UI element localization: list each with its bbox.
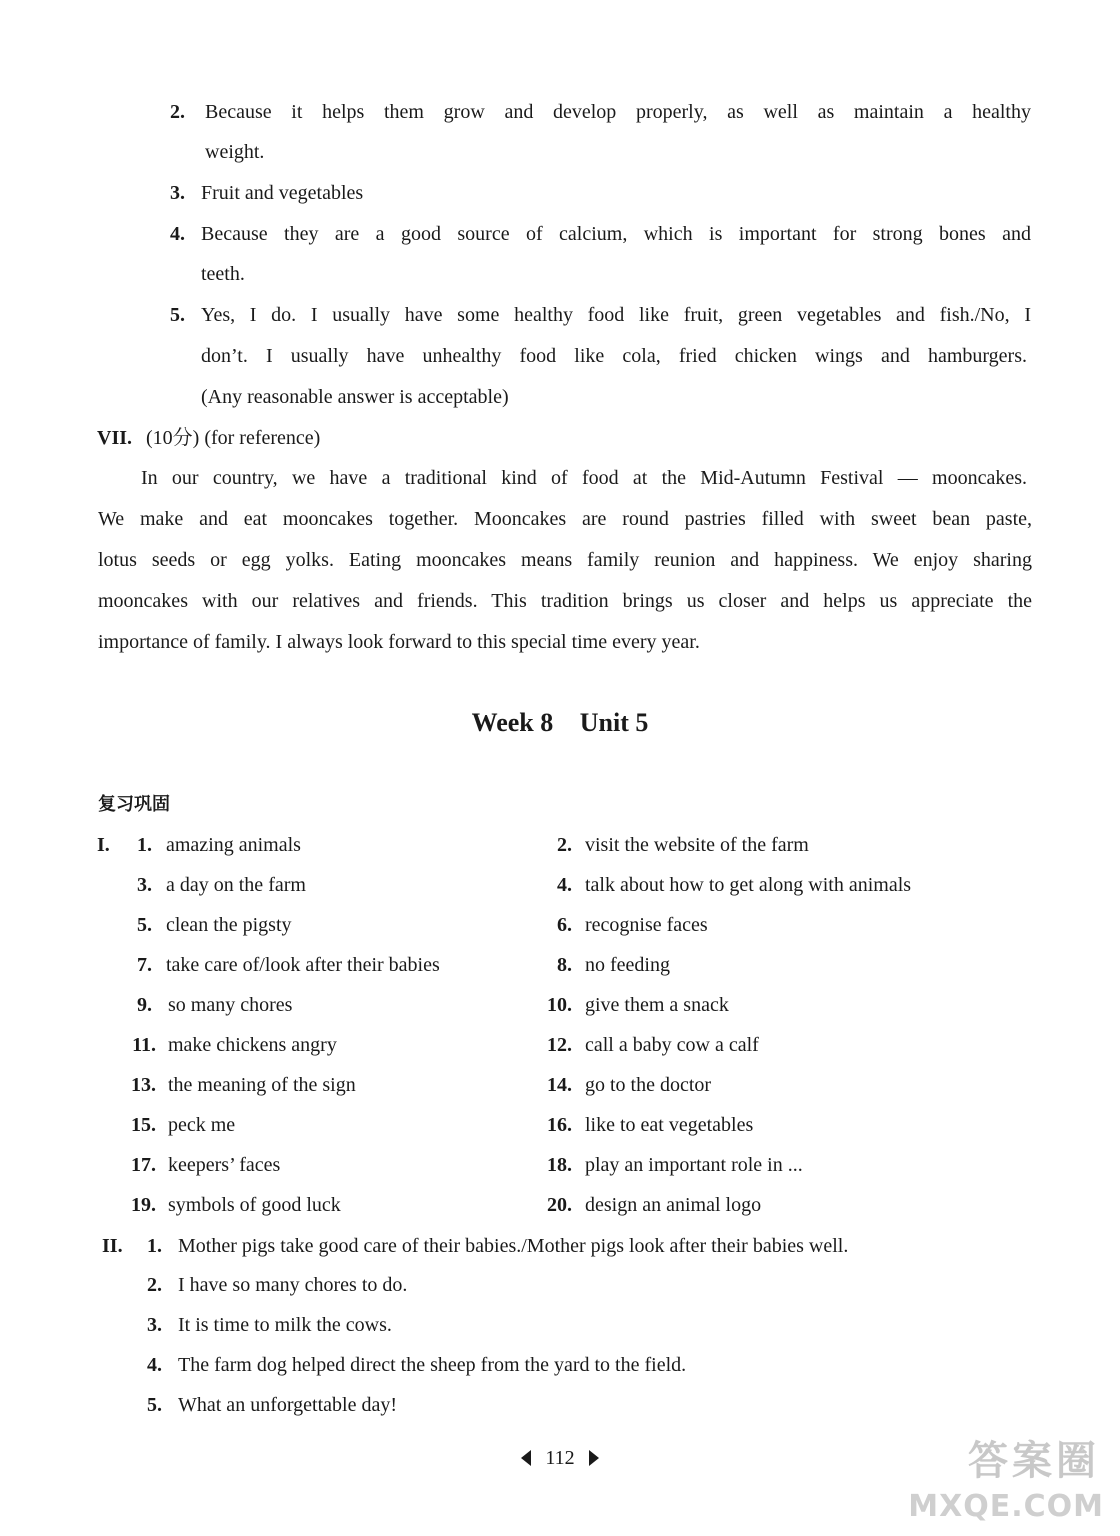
item-text: give them a snack <box>585 994 729 1016</box>
item-text: The farm dog helped direct the sheep from the yard to the field. <box>178 1354 687 1376</box>
item-text: a day on the farm <box>166 874 306 896</box>
item-text: like to eat vegetables <box>585 1114 754 1136</box>
item-number: 13. <box>131 1074 156 1096</box>
item-number: 6. <box>557 914 572 936</box>
item-number: 10. <box>547 994 572 1016</box>
answer-number: 2. <box>170 101 185 123</box>
item-number: 2. <box>557 834 572 856</box>
item-text: What an unforgettable day! <box>178 1394 397 1416</box>
watermark-logo <box>908 1438 1114 1530</box>
item-number: 12. <box>547 1034 572 1056</box>
item-text: recognise faces <box>585 914 708 936</box>
answer-number: 5. <box>170 304 185 326</box>
paragraph-line: In our country, we have a traditional kind of food at the Mid-Autumn Festival — mooncakes. <box>141 467 1027 489</box>
section-label: II. <box>102 1235 123 1257</box>
item-number: 18. <box>547 1154 572 1176</box>
paragraph-line: importance of family. I always look forward to this special time every year. <box>98 631 700 653</box>
item-text: I have so many chores to do. <box>178 1274 408 1296</box>
item-number: 8. <box>557 954 572 976</box>
item-text: make chickens angry <box>168 1034 337 1056</box>
item-text: keepers’ faces <box>168 1154 281 1176</box>
paragraph-line: lotus seeds or egg yolks. Eating mooncakes means family reunion and happiness. We enjoy sharing <box>98 549 1032 571</box>
item-number: 5. <box>147 1394 162 1416</box>
item-text: symbols of good luck <box>168 1194 341 1216</box>
item-number: 11. <box>132 1034 156 1056</box>
triangle-right-icon <box>589 1450 599 1466</box>
item-number: 5. <box>137 914 152 936</box>
item-number: 15. <box>131 1114 156 1136</box>
item-number: 16. <box>547 1114 572 1136</box>
item-text: so many chores <box>168 994 293 1016</box>
item-number: 9. <box>137 994 152 1016</box>
item-text: no feeding <box>585 954 670 976</box>
answer-text: teeth. <box>201 263 245 285</box>
item-number: 2. <box>147 1274 162 1296</box>
section-note: (10分) (for reference) <box>146 427 321 449</box>
item-text: take care of/look after their babies <box>166 954 440 976</box>
review-title: 复习巩固 <box>98 794 170 815</box>
item-number: 1. <box>147 1235 162 1257</box>
section-label: I. <box>97 834 110 856</box>
item-number: 1. <box>137 834 152 856</box>
item-text: the meaning of the sign <box>168 1074 356 1096</box>
item-text: peck me <box>168 1114 236 1136</box>
item-number: 20. <box>547 1194 572 1216</box>
answer-number: 4. <box>170 223 185 245</box>
item-number: 7. <box>137 954 152 976</box>
paragraph-line: mooncakes with our relatives and friends. This tradition brings us closer and helps us appreciate the <box>98 590 1032 612</box>
section-label: VII. <box>97 427 133 449</box>
item-number: 3. <box>147 1314 162 1336</box>
answer-text: don’t. I usually have unhealthy food like cola, fried chicken wings and hamburgers. <box>201 345 1027 367</box>
item-number: 17. <box>131 1154 156 1176</box>
item-text: It is time to milk the cows. <box>178 1314 392 1336</box>
week-title: Week 8 <box>471 708 554 737</box>
triangle-left-icon <box>521 1450 531 1466</box>
answer-text: weight. <box>205 141 265 163</box>
item-text: go to the doctor <box>585 1074 712 1096</box>
item-text: visit the website of the farm <box>585 834 809 856</box>
item-text: design an animal logo <box>585 1194 762 1216</box>
answer-text: Yes, I do. I usually have some healthy food like fruit, green vegetables and fish./No, I <box>201 304 1031 326</box>
answer-text: Because it helps them grow and develop properly, as well as maintain a healthy <box>205 101 1031 123</box>
item-number: 19. <box>131 1194 156 1216</box>
item-number: 14. <box>547 1074 572 1096</box>
watermark-cn: 答案圈 <box>968 1438 1100 1484</box>
item-text: clean the pigsty <box>166 914 292 936</box>
answer-text: Because they are a good source of calcium, which is important for strong bones and <box>201 223 1031 245</box>
answer-text: Fruit and vegetables <box>201 182 364 204</box>
item-number: 4. <box>147 1354 162 1376</box>
answer-number: 3. <box>170 182 185 204</box>
item-text: play an important role in ... <box>585 1154 803 1176</box>
item-text: Mother pigs take good care of their babies./Mother pigs look after their babies well. <box>178 1235 849 1257</box>
unit-heading <box>0 708 1120 738</box>
item-text: talk about how to get along with animals <box>585 874 912 896</box>
paragraph-line: We make and eat mooncakes together. Mooncakes are round pastries filled with sweet bean paste, <box>98 508 1032 530</box>
watermark-en: MXQE.COM <box>908 1489 1104 1524</box>
unit-title: Unit 5 <box>579 708 649 737</box>
page-number-text: 112 <box>545 1447 575 1469</box>
item-text: call a baby cow a calf <box>585 1034 759 1056</box>
answer-text: (Any reasonable answer is acceptable) <box>201 386 509 408</box>
item-number: 4. <box>557 874 572 896</box>
item-text: amazing animals <box>166 834 301 856</box>
item-number: 3. <box>137 874 152 896</box>
